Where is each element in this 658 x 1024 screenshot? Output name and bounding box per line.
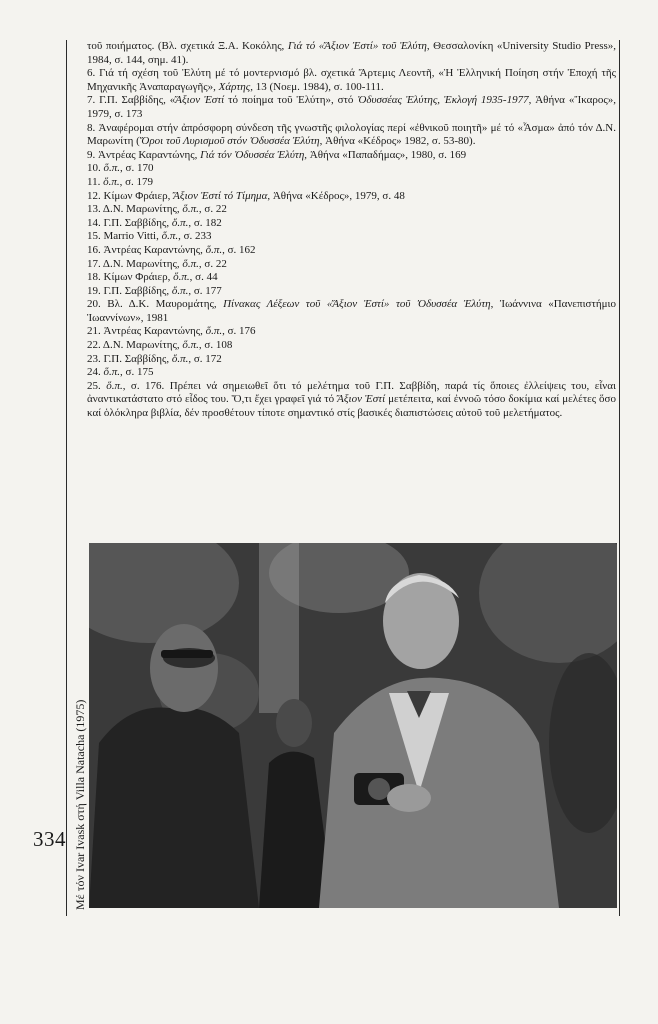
left-margin-rule xyxy=(66,40,67,916)
endnote xyxy=(87,353,616,367)
note-text: τοῦ ποιήματος. (Βλ. σχετικά Ξ.Α. Κοκόλης, xyxy=(87,40,288,52)
italic-title: Ὀδυσσέας Ἐλύτης, Ἐκλογή 1935-1977 xyxy=(357,94,529,107)
note-text: τό ποίημα τοῦ Ἐλύτη», στό xyxy=(224,94,358,107)
endnote xyxy=(87,122,616,149)
note-text: 22. Δ.Ν. Μαρωνίτης, xyxy=(87,339,183,352)
note-text: 18. Κίμων Φράιερ, xyxy=(87,271,174,284)
italic-title: Ἄξιον Ἐστί xyxy=(337,393,386,406)
endnote xyxy=(87,190,616,204)
italic-title: ὅ.π. xyxy=(103,162,121,175)
endnote xyxy=(87,285,616,299)
note-text: , 13 (Νοεμ. 1984), σ. 100-111. xyxy=(250,80,384,93)
page-number: 334 xyxy=(33,827,66,851)
photo-illustration xyxy=(89,543,617,908)
italic-title: Πίνακας Λέξεων τοῦ «Ἄξιον Ἐστί» τοῦ Ὀδυσσέα Ἐλύτη xyxy=(223,298,491,311)
note-text: , σ. 22 xyxy=(198,257,227,270)
italic-title: ὅ.π. xyxy=(182,339,199,352)
note-text: 24. xyxy=(87,366,104,379)
endnote xyxy=(87,339,616,353)
note-text: , σ. 170 xyxy=(120,162,154,175)
note-text: , σ. 22 xyxy=(198,203,227,216)
endnote xyxy=(87,325,616,339)
endnote xyxy=(87,271,616,285)
note-text: , Ἰωάννινα «Πανεπιστήμιο Ἰωαννίνων», 1981 xyxy=(87,298,617,324)
note-text: , σ. 179 xyxy=(119,175,154,188)
note-text: , Ἀθήνα «Παπαδήμας», 1980, σ. 169 xyxy=(304,148,467,161)
note-text: 7. Γ.Π. Σαββίδης, « xyxy=(87,94,176,107)
note-text: 19. Γ.Π. Σαββίδης, xyxy=(87,284,172,297)
italic-title: Γιά τό «Ἄξιον Ἐστί» τοῦ Ἐλύτη xyxy=(287,40,427,52)
note-text: , Ἀθήνα «Κέδρος» 1982, σ. 53-80). xyxy=(319,135,476,148)
note-text: , σ. 108 xyxy=(198,339,233,352)
note-text: 15. Marrio Vitti, xyxy=(87,230,162,243)
italic-title: ὅ.π. xyxy=(171,284,189,297)
note-text: 13. Δ.Ν. Μαρωνίτης, xyxy=(87,203,183,216)
note-text: 23. Γ.Π. Σαββίδης, xyxy=(87,352,172,365)
note-text: , σ. 162 xyxy=(222,243,256,256)
endnote xyxy=(87,366,616,380)
italic-title: ὅ.π. xyxy=(106,379,123,392)
note-text: , σ. 172 xyxy=(188,352,222,365)
italic-title: Ἄξιον Ἐστί τό Τίμημα xyxy=(173,189,268,202)
right-margin-rule xyxy=(619,40,620,916)
note-text: 16. Ἀντρέας Καραντώνης, xyxy=(87,243,206,256)
note-text: 8. Ἀναφέρομαι στήν ἀπρόσφορη σύνδεση τῆς γνωστῆς φιλολογίας περί «ἐθνικοῦ ποιητῆ» μέ τό «Ἆσμα» ἀπό τόν Δ.Ν. Μαρωνίτη ( xyxy=(87,121,616,148)
note-text: , σ. 176. Πρέπει νά σημειωθεῖ ὅτι τό μελέτημα τοῦ Γ.Π. Σαββίδη, παρά τίς ὅποιες ἐλλείψεις του, εἶναι ἀναντικατάστατο στό εἶδος του. Ὅ,τι ἔχει γραφεῖ γιά τό xyxy=(87,379,616,406)
note-text: , Ἀθήνα «Ἴκαρος», 1979, σ. 173 xyxy=(87,94,617,120)
note-text: 11. xyxy=(87,175,104,188)
note-text: , σ. 176 xyxy=(222,325,256,338)
italic-title: ὅ.π. xyxy=(182,203,199,216)
italic-title: Ὅροι τοῦ Λυρισμοῦ στόν Ὀδυσσέα Ἐλύτη xyxy=(139,135,320,148)
note-text: , Θεσσαλονίκη «University Studio Press», 1984, σ. 144, σημ. 41). xyxy=(87,40,617,66)
note-text: 17. Δ.Ν. Μαρωνίτης, xyxy=(87,257,183,270)
endnote xyxy=(87,244,616,258)
endnotes xyxy=(87,40,616,421)
note-text: , σ. 44 xyxy=(189,271,218,284)
note-text: , Ἀθήνα «Κέδρος», 1979, σ. 48 xyxy=(267,189,405,202)
endnote xyxy=(87,258,616,272)
endnote xyxy=(87,217,616,231)
note-text: , σ. 182 xyxy=(188,216,222,229)
italic-title: ὅ.π. xyxy=(173,271,190,284)
italic-title: ὅ.π. xyxy=(171,216,189,229)
note-text: 14. Γ.Π. Σαββίδης, xyxy=(87,216,172,229)
note-text: 6. Γιά τή σχέση τοῦ Ἐλύτη μέ τό μοντερνισμό βλ. σχετικά Ἄρτεμις Λεοντῆ, «Ἡ Ἑλληνική Ποίηση στήν Ἐποχή τῆς Μηχανικῆς Ἀναπαραγωγῆς», xyxy=(87,67,616,93)
endnote xyxy=(87,94,616,121)
note-text: 20. Βλ. Δ.Κ. Μαυρομάτης, xyxy=(87,298,224,311)
note-text: 10. xyxy=(87,162,104,175)
italic-title: ὅ.π. xyxy=(171,352,189,365)
endnote xyxy=(87,40,616,67)
italic-title: ὅ.π. xyxy=(182,257,199,270)
endnote xyxy=(87,230,616,244)
note-text: , σ. 175 xyxy=(120,366,154,379)
endnote xyxy=(87,149,616,163)
photograph xyxy=(89,543,617,908)
italic-title: Ἄξιον Ἐστί xyxy=(175,94,225,107)
italic-title: ὅ.π. xyxy=(103,366,121,379)
endnote xyxy=(87,298,616,325)
note-text: , σ. 233 xyxy=(178,230,212,243)
note-text: 25. xyxy=(87,379,107,392)
italic-title: ὅ.π. xyxy=(161,230,179,243)
endnote xyxy=(87,176,616,190)
note-text: μετέπειτα, καί ἐννοῶ τόσο δοκίμια καί μελέτες ὅσο καί ὁλόκληρα βιβλία, δέν προσθέτουν τίποτε σημαντικό στίς βασικές διαπιστώσεις αὐτοῦ τοῦ μελετήματος. xyxy=(87,393,616,420)
italic-title: ὅ.π. xyxy=(205,243,223,256)
italic-title: Χάρτης xyxy=(218,80,251,93)
italic-title: ὅ.π. xyxy=(103,175,120,188)
endnote xyxy=(87,203,616,217)
italic-title: Γιά τόν Ὀδυσσέα Ἐλύτη xyxy=(200,148,305,161)
photo-caption: Μέ τόν Ivar Ivask στή Villa Natacha (1975) xyxy=(73,699,87,910)
endnote xyxy=(87,162,616,176)
note-text: 12. Κίμων Φράιερ, xyxy=(87,189,174,202)
note-text: 9. Ἀντρέας Καραντώνης, xyxy=(87,148,201,161)
endnote xyxy=(87,380,616,421)
note-text: 21. Ἀντρέας Καραντώνης, xyxy=(87,325,206,338)
italic-title: ὅ.π. xyxy=(205,325,223,338)
endnote xyxy=(87,67,616,94)
note-text: , σ. 177 xyxy=(188,284,222,297)
